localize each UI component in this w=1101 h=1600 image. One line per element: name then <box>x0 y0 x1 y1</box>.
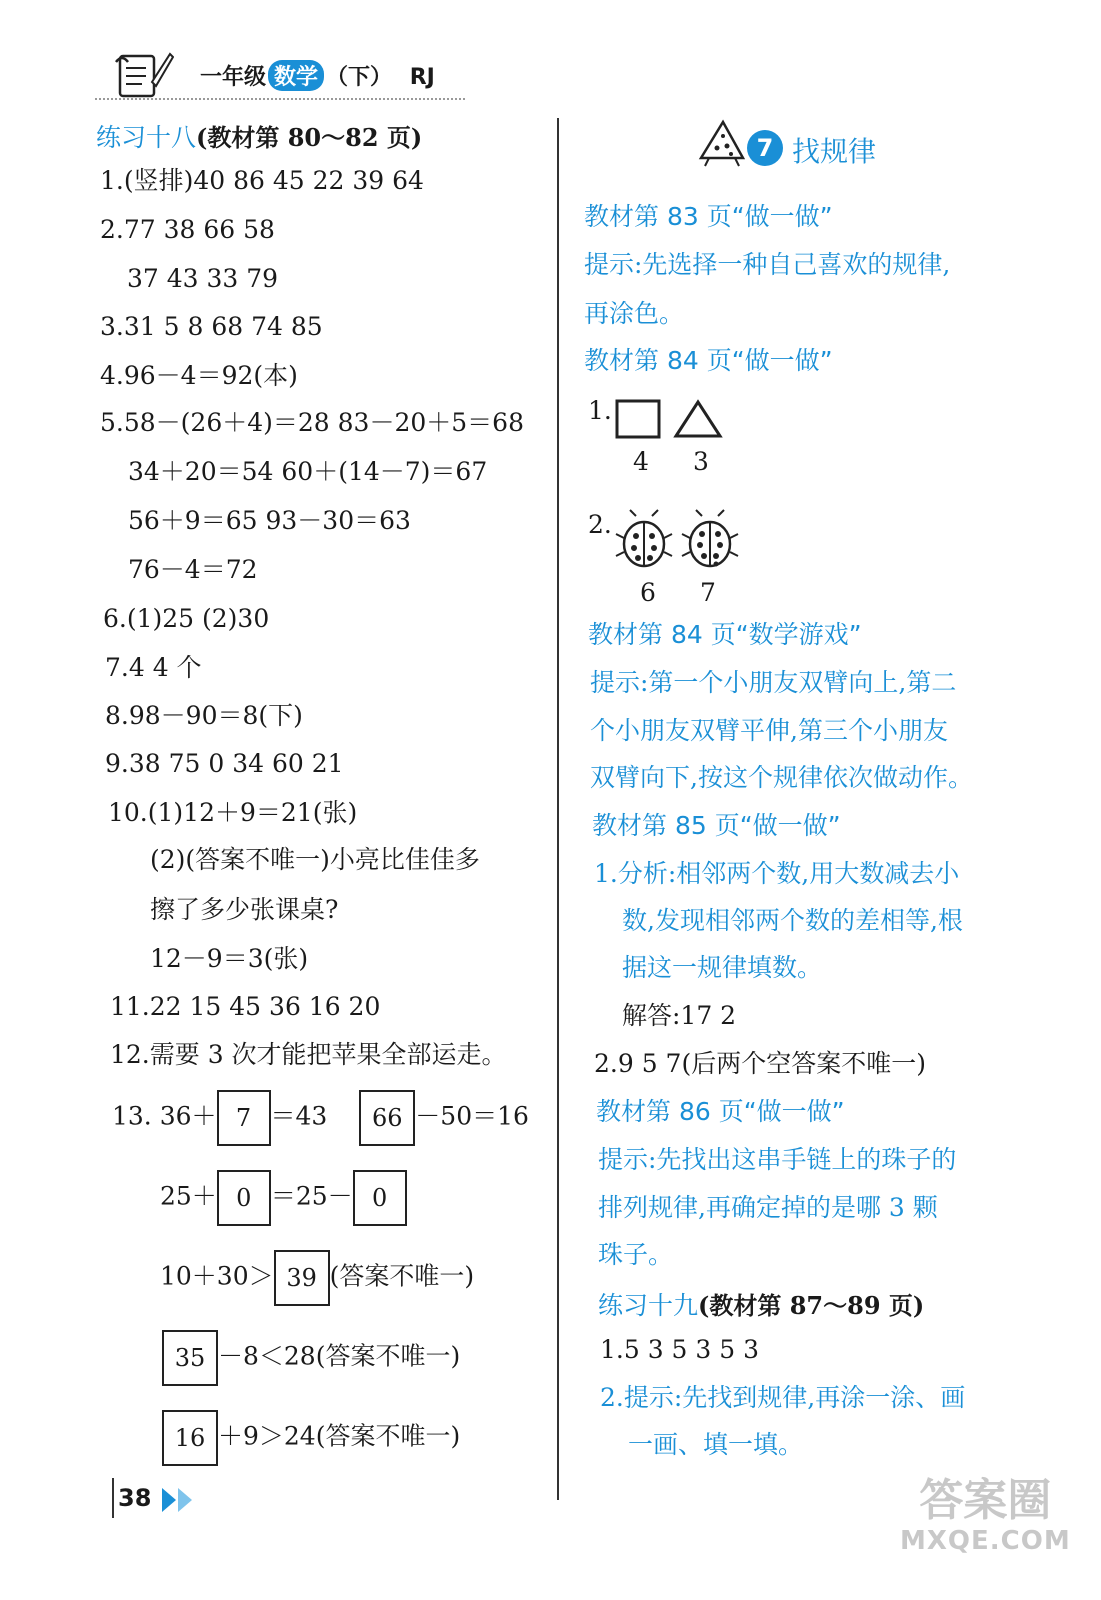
answer-12: 12.需要 3 次才能把苹果全部运走。 <box>110 1040 507 1069</box>
p85-q1-a <box>594 859 959 889</box>
answer-box: 0 <box>353 1170 407 1226</box>
header-rule <box>95 98 465 100</box>
hint-game-a: 提示:第一个小朋友双臂向上,第二 <box>590 668 957 697</box>
r1b-post: －50＝16 <box>415 1101 529 1131</box>
answer-13-label: 13. <box>112 1101 152 1131</box>
r3-pre: 10＋30＞ <box>160 1261 274 1291</box>
answer-box: 16 <box>162 1410 218 1466</box>
answer-13-row3 <box>160 1250 474 1306</box>
answer-5a: 5.58－(26＋4)＝28 83－20＋5＝68 <box>100 408 524 437</box>
answer-10d: 12－9＝3(张) <box>150 944 309 973</box>
ladybug-icon <box>678 508 742 574</box>
column-divider <box>557 118 559 1500</box>
watermark-logo <box>900 1476 1071 1556</box>
answer-box: 35 <box>162 1330 218 1386</box>
section-title-p83: 教材第 83 页“做一做” <box>584 202 833 231</box>
page-arrow-icon <box>160 1486 200 1518</box>
r3-post: (答案不唯一) <box>329 1261 475 1291</box>
r1-post: ＝43 <box>270 1101 328 1131</box>
header-subject: 数学 <box>268 60 324 91</box>
ex19-q2-a <box>600 1383 965 1413</box>
r4-post: －8＜28(答案不唯一) <box>218 1341 461 1371</box>
hint-game-c: 双臂向下,按这个规律依次做动作。 <box>590 763 973 792</box>
p85-q2: 2.9 5 7(后两个空答案不唯一) <box>594 1049 926 1078</box>
answer-2a: 2.77 38 66 58 <box>100 215 275 244</box>
section-title-p84-game: 教材第 84 页“数学游戏” <box>588 620 862 649</box>
section-title-p86: 教材第 86 页“做一做” <box>596 1097 845 1126</box>
watermark-bottom: MXQE.COM <box>900 1526 1071 1556</box>
answer-11: 11.22 15 45 36 16 20 <box>110 992 381 1021</box>
p84-q1-val-triangle: 3 <box>693 447 709 476</box>
answer-10b: (2)(答案不唯一)小亮比佳佳多 <box>150 845 480 874</box>
ex19-q1: 1.5 3 5 3 5 3 <box>600 1335 760 1364</box>
p84-q2-val-1: 6 <box>640 578 656 607</box>
answer-5c: 56＋9＝65 93－30＝63 <box>128 506 411 535</box>
section-title-p85: 教材第 85 页“做一做” <box>592 811 841 840</box>
p84-q1-label: 1. <box>588 396 612 425</box>
p84-q1-val-square: 4 <box>633 447 649 476</box>
header-grade: 一年级 <box>200 65 267 90</box>
hint-p86-b: 排列规律,再确定掉的是哪 3 颗 <box>598 1193 938 1222</box>
answer-5d: 76－4＝72 <box>128 555 258 584</box>
r2-pre: 25＋ <box>160 1181 217 1211</box>
answer-1: 1.(竖排)40 86 45 22 39 64 <box>100 166 424 195</box>
answer-box: 7 <box>217 1090 271 1146</box>
hint-p83-a: 提示:先选择一种自己喜欢的规律, <box>584 250 951 279</box>
answer-13-row1 <box>112 1090 529 1146</box>
answer-box: 66 <box>359 1090 415 1146</box>
unit-title: 找规律 <box>792 135 877 168</box>
unit-number-badge: 7 <box>747 130 783 166</box>
answer-4: 4.96－4＝92(本) <box>100 361 298 390</box>
r5-post: ＋9＞24(答案不唯一) <box>218 1421 461 1451</box>
hint-game-b: 个小朋友双臂平伸,第三个小朋友 <box>590 716 948 745</box>
page-number-bar <box>112 1478 114 1518</box>
answer-13-row2 <box>160 1170 407 1226</box>
section-title-18 <box>96 118 422 154</box>
header-icon <box>112 48 174 104</box>
section-title-19 <box>598 1286 924 1322</box>
answer-13-row5 <box>162 1410 460 1466</box>
answer-box: 39 <box>274 1250 330 1306</box>
p85-analysis-a: 1.分析:相邻两个数,用大数减去小 <box>594 859 960 888</box>
ex19-q2-b: 一画、填一填。 <box>628 1430 804 1459</box>
section-title-text: 练习十九 <box>598 1291 699 1320</box>
answer-5b: 34＋20＝54 60＋(14－7)＝67 <box>128 457 488 486</box>
square-matchsticks-icon <box>614 398 664 444</box>
section-title-p84: 教材第 84 页“做一做” <box>584 346 833 375</box>
answer-3: 3.31 5 8 68 74 85 <box>100 312 323 341</box>
answer-box: 0 <box>217 1170 271 1226</box>
answer-13-row4 <box>162 1330 460 1386</box>
section-ref: (教材第 80～82 页) <box>196 123 423 152</box>
p84-q2-val-2: 7 <box>700 578 716 607</box>
answer-10a: 10.(1)12＋9＝21(张) <box>108 798 358 827</box>
triangle-matchsticks-icon <box>672 398 724 444</box>
answer-9: 9.38 75 0 34 60 21 <box>105 749 344 778</box>
answer-10c: 擦了多少张课桌? <box>150 895 339 924</box>
answer-2b: 37 43 33 79 <box>127 264 279 293</box>
p85-q1-c: 据这一规律填数。 <box>622 953 823 982</box>
header-edition: RJ <box>409 65 435 90</box>
hint-p86-c: 珠子。 <box>598 1240 674 1269</box>
hint-p86-a: 提示:先找出这串手链上的珠子的 <box>598 1145 957 1174</box>
header-volume: （下） <box>326 65 393 90</box>
mascot-icon <box>695 118 755 172</box>
p85-q1-answer: 解答:17 2 <box>622 1001 737 1030</box>
p85-q1-b: 数,发现相邻两个数的差相等,根 <box>622 906 963 935</box>
answer-8: 8.98－90＝8(下) <box>105 701 303 730</box>
hint-p83-b: 再涂色。 <box>584 299 685 328</box>
ladybug-icon <box>612 508 676 574</box>
r1-pre: 36＋ <box>159 1101 217 1131</box>
ex19-q2-text: 2.提示:先找到规律,再涂一涂、画 <box>600 1383 966 1412</box>
p84-q2-label: 2. <box>588 510 612 539</box>
section-ref: (教材第 87～89 页) <box>698 1291 925 1320</box>
r2-mid: ＝25－ <box>270 1181 353 1211</box>
answer-7: 7.4 4 个 <box>105 653 202 682</box>
answer-6: 6.(1)25 (2)30 <box>103 604 270 633</box>
watermark-top: 答案圈 <box>919 1475 1052 1526</box>
header-title <box>200 60 435 91</box>
page-number: 38 <box>118 1484 152 1512</box>
section-title-text: 练习十八 <box>96 123 197 152</box>
